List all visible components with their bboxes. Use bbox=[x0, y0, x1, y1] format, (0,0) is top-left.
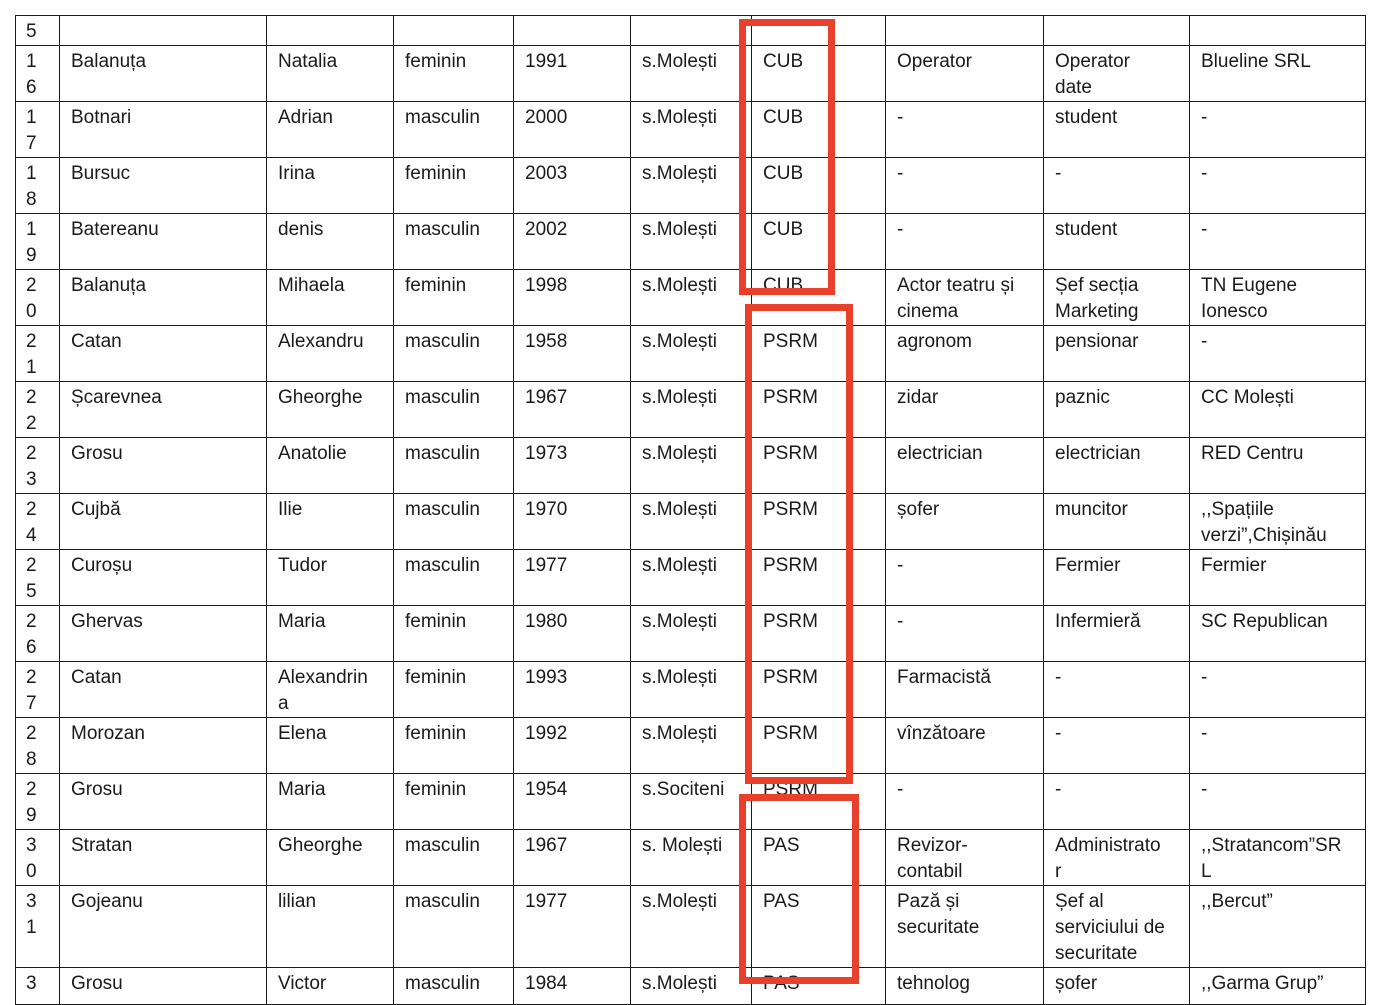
gender-cell: masculin bbox=[394, 968, 514, 1005]
row-number-cell: 1 9 bbox=[16, 214, 60, 270]
birth-year-cell: 1991 bbox=[514, 46, 631, 102]
table-row bbox=[16, 102, 1366, 158]
party-cell: CUB bbox=[752, 270, 886, 326]
profession-cell: - bbox=[886, 774, 1044, 830]
row-number-cell: 2 1 bbox=[16, 326, 60, 382]
row-number-cell: 3 bbox=[16, 968, 60, 1005]
party-cell: PSRM bbox=[752, 774, 886, 830]
table-row bbox=[16, 774, 1366, 830]
workplace-cell: TN Eugene Ionesco bbox=[1190, 270, 1366, 326]
party-cell: PSRM bbox=[752, 718, 886, 774]
party-cell: CUB bbox=[752, 158, 886, 214]
table-body bbox=[16, 16, 1366, 1005]
birth-year-cell: 1993 bbox=[514, 662, 631, 718]
first-name-cell: Elena bbox=[267, 718, 394, 774]
first-name-cell: Maria bbox=[267, 774, 394, 830]
surname-cell: Grosu bbox=[60, 968, 267, 1005]
gender-cell: feminin bbox=[394, 606, 514, 662]
birth-year-cell: 1998 bbox=[514, 270, 631, 326]
table-row bbox=[16, 718, 1366, 774]
party-cell: PSRM bbox=[752, 606, 886, 662]
first-name-cell: Irina bbox=[267, 158, 394, 214]
locality-cell: s.Molești bbox=[631, 662, 752, 718]
gender-cell: feminin bbox=[394, 662, 514, 718]
gender-cell: masculin bbox=[394, 830, 514, 886]
birth-year-cell: 1958 bbox=[514, 326, 631, 382]
profession-cell: - bbox=[886, 214, 1044, 270]
surname-cell: Bursuc bbox=[60, 158, 267, 214]
table-row bbox=[16, 326, 1366, 382]
occupation-cell: șofer bbox=[1044, 968, 1190, 1005]
occupation-cell: - bbox=[1044, 774, 1190, 830]
gender-cell: feminin bbox=[394, 158, 514, 214]
gender-cell: masculin bbox=[394, 382, 514, 438]
first-name-cell: lilian bbox=[267, 886, 394, 968]
workplace-cell: - bbox=[1190, 718, 1366, 774]
surname-cell: Botnari bbox=[60, 102, 267, 158]
birth-year-cell: 2000 bbox=[514, 102, 631, 158]
birth-year-cell: 1967 bbox=[514, 830, 631, 886]
birth-year-cell: 1954 bbox=[514, 774, 631, 830]
workplace-cell: SC Republican bbox=[1190, 606, 1366, 662]
profession-cell: Revizor- contabil bbox=[886, 830, 1044, 886]
row-number-cell: 2 4 bbox=[16, 494, 60, 550]
surname-cell: Ghervas bbox=[60, 606, 267, 662]
first-name-cell: Gheorghe bbox=[267, 382, 394, 438]
first-name-cell: Maria bbox=[267, 606, 394, 662]
birth-year-cell: 1984 bbox=[514, 968, 631, 1005]
workplace-cell: - bbox=[1190, 774, 1366, 830]
locality-cell: s.Molești bbox=[631, 438, 752, 494]
locality-cell: s.Molești bbox=[631, 886, 752, 968]
first-name-cell: Mihaela bbox=[267, 270, 394, 326]
workplace-cell: - bbox=[1190, 158, 1366, 214]
locality-cell: s. Molești bbox=[631, 830, 752, 886]
profession-cell: Operator bbox=[886, 46, 1044, 102]
occupation-cell bbox=[1044, 16, 1190, 46]
locality-cell: s.Molești bbox=[631, 214, 752, 270]
birth-year-cell: 2003 bbox=[514, 158, 631, 214]
row-number-cell: 2 5 bbox=[16, 550, 60, 606]
locality-cell: s.Molești bbox=[631, 382, 752, 438]
workplace-cell: - bbox=[1190, 662, 1366, 718]
profession-cell: - bbox=[886, 102, 1044, 158]
table-row bbox=[16, 46, 1366, 102]
occupation-cell: pensionar bbox=[1044, 326, 1190, 382]
birth-year-cell bbox=[514, 16, 631, 46]
profession-cell bbox=[886, 16, 1044, 46]
locality-cell: s.Molești bbox=[631, 968, 752, 1005]
row-number-cell: 2 0 bbox=[16, 270, 60, 326]
gender-cell: masculin bbox=[394, 550, 514, 606]
candidates-table bbox=[15, 15, 1366, 1005]
table-row bbox=[16, 494, 1366, 550]
first-name-cell: Gheorghe bbox=[267, 830, 394, 886]
gender-cell: masculin bbox=[394, 886, 514, 968]
gender-cell: feminin bbox=[394, 46, 514, 102]
profession-cell: - bbox=[886, 606, 1044, 662]
surname-cell: Balanuța bbox=[60, 46, 267, 102]
table-row bbox=[16, 214, 1366, 270]
occupation-cell: student bbox=[1044, 102, 1190, 158]
first-name-cell: Alexandru bbox=[267, 326, 394, 382]
locality-cell: s.Molești bbox=[631, 550, 752, 606]
surname-cell: Grosu bbox=[60, 438, 267, 494]
occupation-cell: - bbox=[1044, 718, 1190, 774]
first-name-cell: Anatolie bbox=[267, 438, 394, 494]
party-cell bbox=[752, 16, 886, 46]
occupation-cell: Operator date bbox=[1044, 46, 1190, 102]
workplace-cell: - bbox=[1190, 214, 1366, 270]
occupation-cell: electrician bbox=[1044, 438, 1190, 494]
party-cell: PAS bbox=[752, 830, 886, 886]
gender-cell bbox=[394, 16, 514, 46]
party-cell: CUB bbox=[752, 214, 886, 270]
row-number-cell: 1 7 bbox=[16, 102, 60, 158]
profession-cell: Actor teatru și cinema bbox=[886, 270, 1044, 326]
table-row bbox=[16, 886, 1366, 968]
occupation-cell: Administrato r bbox=[1044, 830, 1190, 886]
surname-cell: Balanuța bbox=[60, 270, 267, 326]
surname-cell: Șcarevnea bbox=[60, 382, 267, 438]
party-cell: PAS bbox=[752, 968, 886, 1005]
birth-year-cell: 1967 bbox=[514, 382, 631, 438]
workplace-cell: Blueline SRL bbox=[1190, 46, 1366, 102]
workplace-cell bbox=[1190, 16, 1366, 46]
locality-cell: s.Molești bbox=[631, 606, 752, 662]
profession-cell: agronom bbox=[886, 326, 1044, 382]
profession-cell: Pază și securitate bbox=[886, 886, 1044, 968]
surname-cell: Catan bbox=[60, 662, 267, 718]
row-number-cell: 2 3 bbox=[16, 438, 60, 494]
surname-cell: Gojeanu bbox=[60, 886, 267, 968]
first-name-cell: Ilie bbox=[267, 494, 394, 550]
first-name-cell: Adrian bbox=[267, 102, 394, 158]
birth-year-cell: 2002 bbox=[514, 214, 631, 270]
table-row bbox=[16, 830, 1366, 886]
surname-cell bbox=[60, 16, 267, 46]
party-cell: CUB bbox=[752, 102, 886, 158]
occupation-cell: Șef al serviciului de securitate bbox=[1044, 886, 1190, 968]
profession-cell: vînzătoare bbox=[886, 718, 1044, 774]
profession-cell: șofer bbox=[886, 494, 1044, 550]
workplace-cell: CC Molești bbox=[1190, 382, 1366, 438]
row-number-cell: 3 1 bbox=[16, 886, 60, 968]
occupation-cell: Șef secția Marketing bbox=[1044, 270, 1190, 326]
surname-cell: Curoșu bbox=[60, 550, 267, 606]
profession-cell: - bbox=[886, 158, 1044, 214]
table-row bbox=[16, 438, 1366, 494]
row-number-cell: 2 6 bbox=[16, 606, 60, 662]
table-row bbox=[16, 606, 1366, 662]
surname-cell: Batereanu bbox=[60, 214, 267, 270]
birth-year-cell: 1973 bbox=[514, 438, 631, 494]
first-name-cell: Alexandrin a bbox=[267, 662, 394, 718]
row-number-cell: 2 7 bbox=[16, 662, 60, 718]
workplace-cell: RED Centru bbox=[1190, 438, 1366, 494]
locality-cell bbox=[631, 16, 752, 46]
surname-cell: Catan bbox=[60, 326, 267, 382]
workplace-cell: ,,Spațiile verzi”,Chișinău bbox=[1190, 494, 1366, 550]
gender-cell: masculin bbox=[394, 438, 514, 494]
first-name-cell: Natalia bbox=[267, 46, 394, 102]
row-number-cell: 5 bbox=[16, 16, 60, 46]
birth-year-cell: 1970 bbox=[514, 494, 631, 550]
occupation-cell: student bbox=[1044, 214, 1190, 270]
workplace-cell: ,,Garma Grup” bbox=[1190, 968, 1366, 1005]
gender-cell: feminin bbox=[394, 270, 514, 326]
gender-cell: feminin bbox=[394, 718, 514, 774]
document-sheet bbox=[15, 15, 1366, 1005]
gender-cell: masculin bbox=[394, 102, 514, 158]
locality-cell: s.Molești bbox=[631, 46, 752, 102]
locality-cell: s.Sociteni bbox=[631, 774, 752, 830]
party-cell: CUB bbox=[752, 46, 886, 102]
workplace-cell: - bbox=[1190, 326, 1366, 382]
party-cell: PSRM bbox=[752, 326, 886, 382]
occupation-cell: Fermier bbox=[1044, 550, 1190, 606]
party-cell: PSRM bbox=[752, 662, 886, 718]
occupation-cell: - bbox=[1044, 158, 1190, 214]
row-number-cell: 3 0 bbox=[16, 830, 60, 886]
table-row bbox=[16, 16, 1366, 46]
locality-cell: s.Molești bbox=[631, 270, 752, 326]
party-cell: PSRM bbox=[752, 438, 886, 494]
row-number-cell: 2 8 bbox=[16, 718, 60, 774]
profession-cell: zidar bbox=[886, 382, 1044, 438]
first-name-cell: denis bbox=[267, 214, 394, 270]
surname-cell: Cujbă bbox=[60, 494, 267, 550]
locality-cell: s.Molești bbox=[631, 158, 752, 214]
surname-cell: Stratan bbox=[60, 830, 267, 886]
table-row bbox=[16, 550, 1366, 606]
occupation-cell: paznic bbox=[1044, 382, 1190, 438]
gender-cell: feminin bbox=[394, 774, 514, 830]
occupation-cell: - bbox=[1044, 662, 1190, 718]
profession-cell: tehnolog bbox=[886, 968, 1044, 1005]
gender-cell: masculin bbox=[394, 214, 514, 270]
surname-cell: Morozan bbox=[60, 718, 267, 774]
gender-cell: masculin bbox=[394, 494, 514, 550]
workplace-cell: ,,Stratancom”SR L bbox=[1190, 830, 1366, 886]
row-number-cell: 1 6 bbox=[16, 46, 60, 102]
party-cell: PAS bbox=[752, 886, 886, 968]
table-row bbox=[16, 662, 1366, 718]
profession-cell: Farmacistă bbox=[886, 662, 1044, 718]
occupation-cell: Infermieră bbox=[1044, 606, 1190, 662]
table-row bbox=[16, 968, 1366, 1005]
row-number-cell: 1 8 bbox=[16, 158, 60, 214]
birth-year-cell: 1977 bbox=[514, 886, 631, 968]
first-name-cell: Tudor bbox=[267, 550, 394, 606]
profession-cell: electrician bbox=[886, 438, 1044, 494]
first-name-cell bbox=[267, 16, 394, 46]
workplace-cell: ,,Bercut” bbox=[1190, 886, 1366, 968]
profession-cell: - bbox=[886, 550, 1044, 606]
workplace-cell: - bbox=[1190, 102, 1366, 158]
surname-cell: Grosu bbox=[60, 774, 267, 830]
table-row bbox=[16, 382, 1366, 438]
locality-cell: s.Molești bbox=[631, 326, 752, 382]
occupation-cell: muncitor bbox=[1044, 494, 1190, 550]
first-name-cell: Victor bbox=[267, 968, 394, 1005]
table-row bbox=[16, 158, 1366, 214]
workplace-cell: Fermier bbox=[1190, 550, 1366, 606]
row-number-cell: 2 2 bbox=[16, 382, 60, 438]
party-cell: PSRM bbox=[752, 550, 886, 606]
locality-cell: s.Molești bbox=[631, 102, 752, 158]
party-cell: PSRM bbox=[752, 494, 886, 550]
table-row bbox=[16, 270, 1366, 326]
locality-cell: s.Molești bbox=[631, 718, 752, 774]
row-number-cell: 2 9 bbox=[16, 774, 60, 830]
birth-year-cell: 1980 bbox=[514, 606, 631, 662]
locality-cell: s.Molești bbox=[631, 494, 752, 550]
gender-cell: masculin bbox=[394, 326, 514, 382]
party-cell: PSRM bbox=[752, 382, 886, 438]
birth-year-cell: 1992 bbox=[514, 718, 631, 774]
birth-year-cell: 1977 bbox=[514, 550, 631, 606]
